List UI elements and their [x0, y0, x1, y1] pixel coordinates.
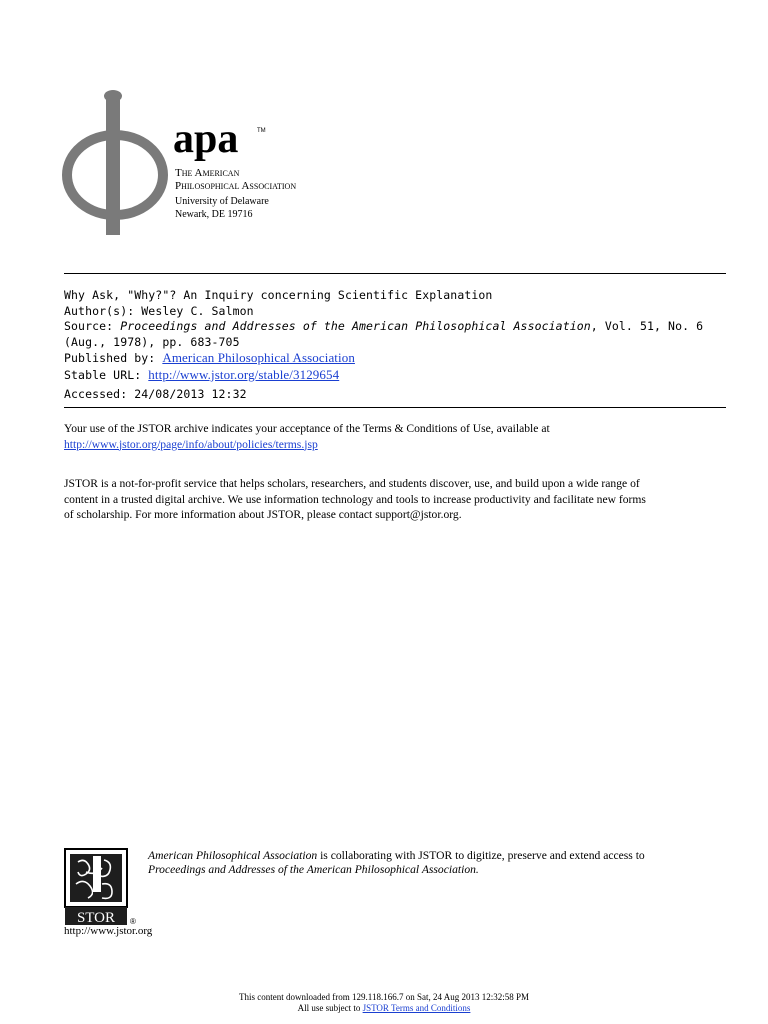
jstor-terms-link[interactable]: JSTOR Terms and Conditions	[362, 1003, 471, 1013]
jstor-url: http://www.jstor.org	[64, 925, 153, 937]
address-line-1: University of Delaware	[175, 196, 269, 207]
about-line-3: of scholarship. For more information about JSTOR, please contact support@jstor.org.	[64, 508, 462, 521]
collab-org: American Philosophical Association	[148, 849, 318, 862]
use-notice-prefix: All use subject to	[297, 1003, 363, 1013]
terms-paragraph	[64, 421, 734, 452]
terms-link[interactable]: http://www.jstor.org/page/info/about/policies/terms.jsp	[64, 437, 318, 451]
article-title: Why Ask, "Why?"? An Inquiry concerning Scientific Explanation	[64, 288, 493, 302]
author-label: Author(s):	[64, 303, 135, 318]
published-line	[64, 350, 734, 367]
org-line-1: The American	[175, 167, 240, 179]
author-line	[64, 304, 734, 320]
apa-logo	[60, 90, 360, 240]
registered-mark: ®	[130, 917, 136, 926]
citation-block	[64, 288, 734, 402]
accessed-line: Accessed: 24/08/2013 12:32	[64, 386, 247, 401]
about-line-2: content in a trusted digital archive. We use information technology and tools to increase productivity and facilitate new forms	[64, 492, 646, 506]
bottom-rule	[64, 407, 726, 408]
jstor-logo	[64, 848, 146, 926]
published-label: Published by:	[64, 351, 156, 366]
author-name: Wesley C. Salmon	[141, 303, 254, 318]
source-date-pages: (Aug., 1978), pp. 683-705	[64, 334, 240, 349]
collaboration-text	[148, 849, 738, 877]
publisher-link[interactable]: American Philosophical Association	[162, 350, 355, 366]
stable-url-link[interactable]: http://www.jstor.org/stable/3129654	[148, 366, 340, 382]
jstor-wordmark: STOR	[76, 910, 116, 926]
collab-text: is collaborating with JSTOR to digitize, preserve and extend access to	[317, 849, 645, 862]
collab-journal: Proceedings and Addresses of the American Philosophical Association.	[148, 863, 479, 876]
stable-url-line	[64, 367, 734, 384]
download-notice: This content downloaded from 129.118.166.7 on Sat, 24 Aug 2013 12:32:58 PM	[239, 992, 529, 1002]
about-line-1: JSTOR is a not-for-profit service that helps scholars, researchers, and students discover, use, and build upon a wide range of	[64, 477, 640, 490]
apa-wordmark: apa	[173, 116, 239, 162]
org-line-2: Philosophical Association	[175, 180, 297, 192]
source-volume: , Vol. 51, No. 6	[590, 319, 704, 334]
trademark-mark: TM	[257, 128, 266, 134]
top-rule	[64, 273, 726, 274]
source-line	[64, 319, 734, 335]
about-paragraph	[64, 476, 734, 523]
address-line-2: Newark, DE 19716	[175, 209, 253, 220]
stable-url-label: Stable URL:	[64, 367, 142, 382]
terms-text: Your use of the JSTOR archive indicates your acceptance of the Terms & Conditions of Use, available at	[64, 422, 550, 435]
footer	[0, 992, 768, 1014]
source-label: Source:	[64, 319, 114, 334]
use-notice	[0, 1003, 768, 1014]
source-journal: Proceedings and Addresses of the American Philosophical Association	[120, 319, 591, 334]
